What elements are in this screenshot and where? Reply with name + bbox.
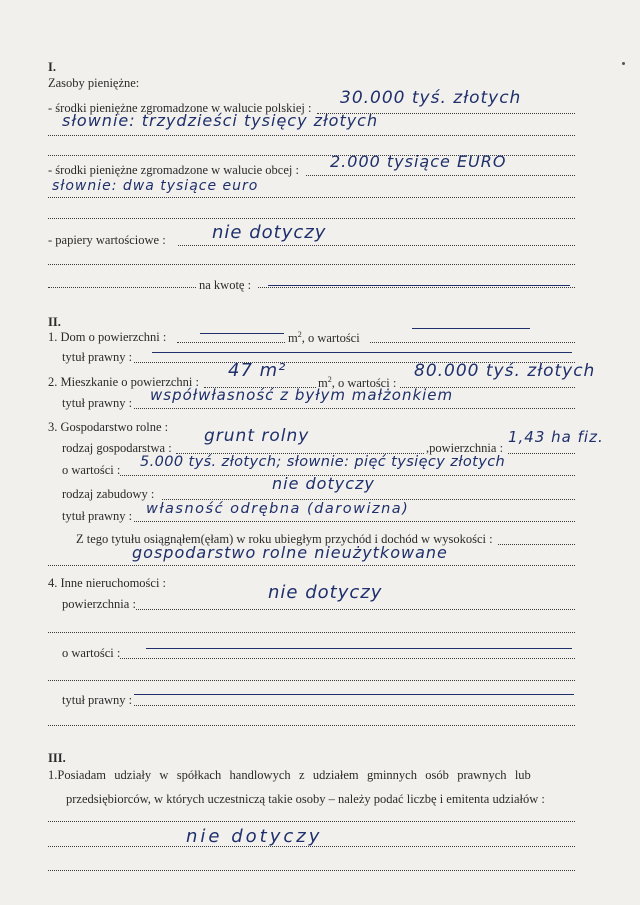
other-area-label: powierzchnia : — [62, 597, 136, 611]
house-area-line — [177, 342, 285, 343]
pln-funds-label: - środki pieniężne zgromadzone w walucie polskiej : — [48, 101, 312, 115]
pln-funds-words: słownie: trzydzieści tysięcy złotych — [62, 111, 379, 130]
shares-answer: nie dotyczy — [186, 826, 323, 847]
section-2-numeral: II. — [48, 315, 61, 329]
foreign-funds-line — [306, 175, 575, 176]
house-title-strike — [152, 352, 572, 353]
other-value-strike — [146, 648, 572, 649]
shares-line-2: przedsiębiorców, w których uczestniczą takie osoby – należy podać liczbę i emitenta udziałów : — [66, 792, 545, 806]
farm-area-label: ,powierzchnia : — [426, 441, 504, 455]
farm-label: 3. Gospodarstwo rolne : — [48, 420, 169, 434]
blank-line — [48, 725, 575, 726]
farm-income-value: gospodarstwo rolne nieużytkowane — [132, 543, 448, 562]
foreign-funds-value: 2.000 tysiące EURO — [330, 152, 507, 171]
farm-value-label: o wartości : — [62, 463, 121, 477]
foreign-funds-words: słownie: dwa tysiące euro — [52, 178, 259, 194]
blank-line — [48, 870, 575, 871]
farm-buildings-line — [162, 499, 575, 500]
house-area-strike — [200, 333, 284, 334]
pln-funds-value: 30.000 tyś. złotych — [340, 88, 522, 108]
flat-area-value: 47 m² — [228, 360, 287, 381]
bleed-through-text — [30, 22, 33, 36]
blank-line — [48, 264, 575, 265]
section-1-numeral: I. — [48, 60, 56, 74]
securities-value: nie dotyczy — [212, 222, 327, 243]
flat-title-label: tytuł prawny : — [62, 396, 133, 410]
other-title-line — [134, 705, 575, 706]
house-label: 1. Dom o powierzchni : — [48, 330, 167, 344]
securities-label: - papiery wartościowe : — [48, 233, 166, 247]
farm-title-label: tytuł prawny : — [62, 509, 133, 523]
house-unit: $m^2$, o wartości — [288, 330, 360, 346]
foreign-funds-label: - środki pieniężne zgromadzone w walucie obcej : — [48, 163, 299, 177]
other-property-label: 4. Inne nieruchomości : — [48, 576, 167, 590]
foreign-words-line — [48, 197, 575, 198]
other-title-strike — [134, 694, 574, 695]
flat-label: 2. Mieszkanie o powierzchni : — [48, 375, 199, 389]
other-area-line — [136, 609, 575, 610]
flat-value: 80.000 tyś. złotych — [414, 361, 596, 381]
farm-buildings-value: nie dotyczy — [272, 474, 375, 493]
section-1-heading: Zasoby pieniężne: — [48, 76, 140, 90]
flat-unit: $m^2$, o wartości : — [318, 375, 397, 391]
other-title-label: tytuł prawny : — [62, 693, 133, 707]
amount-strike — [268, 285, 570, 286]
blank-line — [48, 680, 575, 681]
farm-income-label: Z tego tytułu osiągnąłem(ęłam) w roku ubiegłym przychód i dochód w wysokości : — [76, 532, 493, 546]
farm-area-line — [508, 453, 575, 454]
other-area-value: nie dotyczy — [268, 582, 383, 603]
farm-type-label: rodzaj gospodarstwa : — [62, 441, 172, 455]
farm-buildings-label: rodzaj zabudowy : — [62, 487, 155, 501]
farm-income-line — [498, 544, 575, 545]
farm-type-value: grunt rolny — [204, 426, 310, 446]
blank-line — [48, 632, 575, 633]
shares-answer-line — [48, 821, 575, 822]
flat-title-line — [134, 408, 575, 409]
other-value-line — [120, 658, 575, 659]
other-value-label: o wartości : — [62, 646, 121, 660]
amount-label: na kwotę : — [199, 278, 252, 292]
house-title-label: tytuł prawny : — [62, 350, 133, 364]
farm-area-value: 1,43 ha fiz. — [508, 428, 604, 446]
pln-words-line — [48, 135, 575, 136]
flat-title-value: współwłasność z byłym małżonkiem — [150, 386, 454, 404]
farm-title-value: własność odrębna (darowizna) — [146, 501, 410, 517]
house-value-line — [370, 342, 575, 343]
house-value-strike — [412, 328, 530, 329]
amount-line — [258, 287, 575, 288]
farm-value: 5.000 tyś. złotych; słownie: pięć tysięcy złotych — [140, 454, 506, 470]
farm-income-line-2 — [48, 565, 575, 566]
farm-title-line — [134, 521, 575, 522]
securities-type-line — [48, 287, 196, 288]
blank-line — [48, 218, 575, 219]
securities-line — [178, 245, 575, 246]
margin-mark — [622, 62, 625, 65]
shares-line-1: 1.Posiadam udziały w spółkach handlowych z udziałem gminnych osób prawnych lub — [48, 768, 531, 782]
section-3-numeral: III. — [48, 751, 66, 765]
